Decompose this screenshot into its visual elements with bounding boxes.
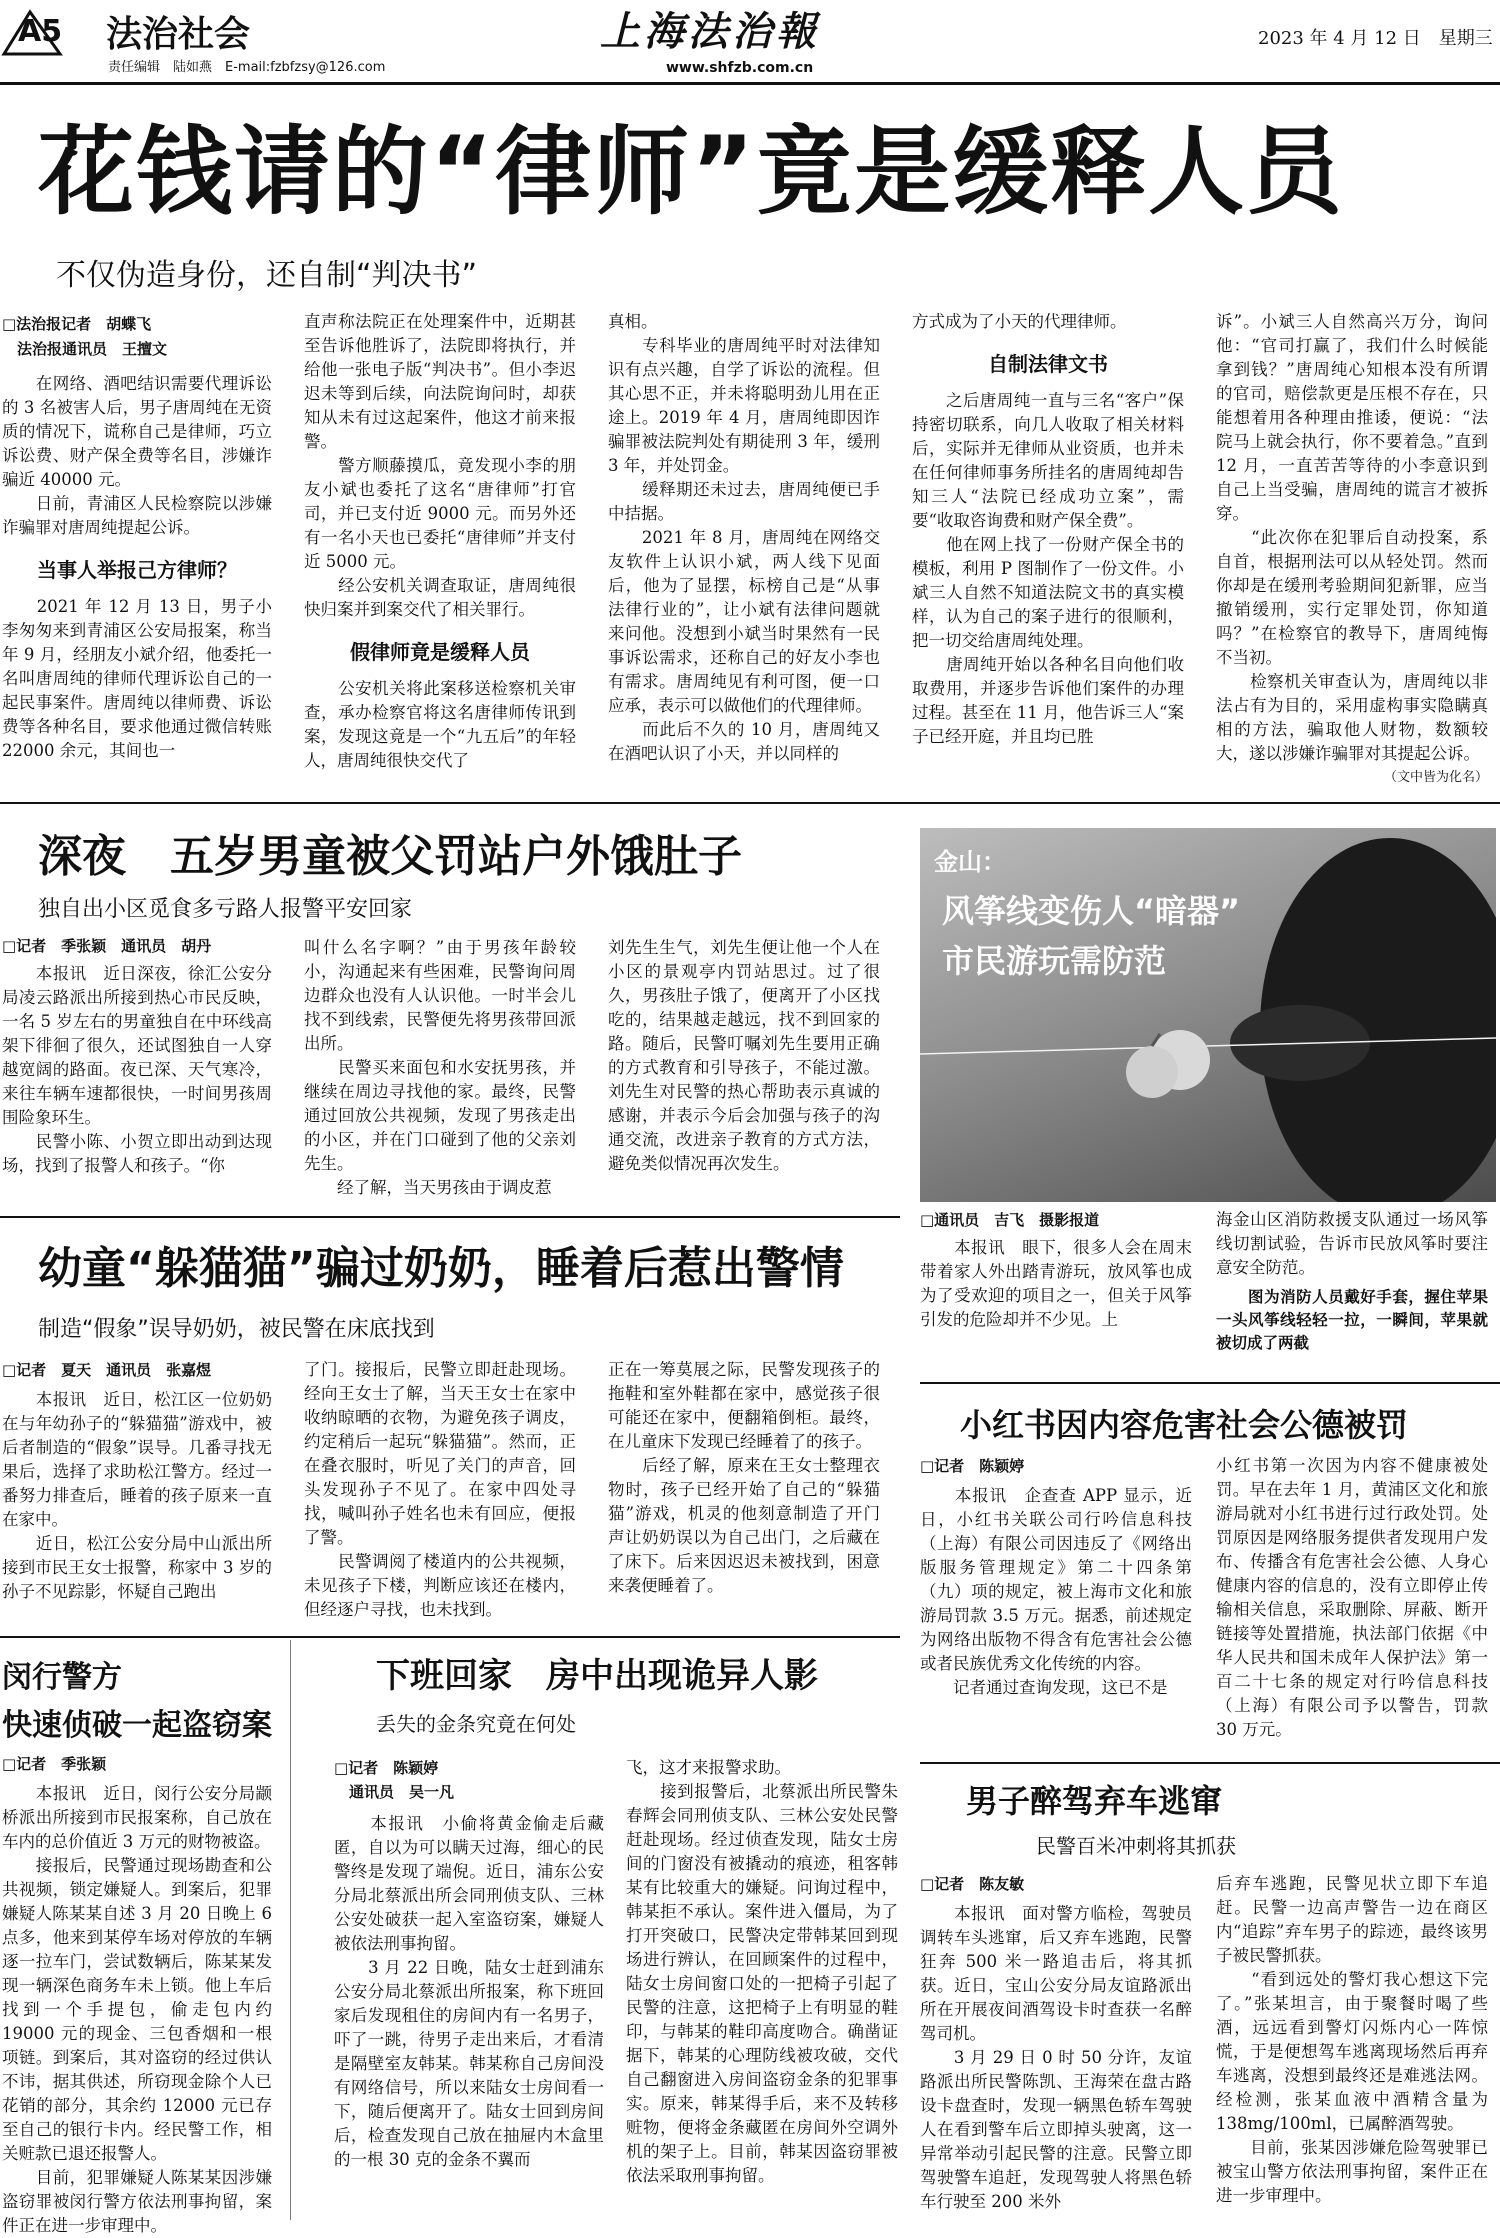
body-text: 2021 年 12 月 13 日，男子小李匆匆来到青浦区公安局报案，称当年 9 月，经朋友小斌介绍，他委托一名叫唐周纯的律师代理诉讼自己的一起民事案件。唐周纯以律师费、诉讼费等各种名目，要求他通过微信转账 22000 余元，其间也一: [2, 597, 278, 760]
section-rule: [0, 1636, 900, 1638]
byline: □记者 夏天 通讯员 张嘉煜: [2, 1361, 212, 1379]
crosshead: 假律师竟是缓释人员: [350, 640, 530, 664]
photo-illustration: [920, 828, 1496, 1202]
subheadline: 丢失的金条究竟在何处: [376, 1712, 576, 1736]
photo-overlay-title: 风筝线变伤人“暗器”: [942, 892, 1241, 930]
body-text: 本报讯 眼下，很多人会在周末带着家人外出踏青游玩，放风筝也成为了受欢迎的项目之一，但关于风筝引发的危险却并不少见。上: [920, 1238, 1192, 1329]
headline: 快速侦破一起盗窃案: [2, 1708, 272, 1743]
byline: □记者 季张颖 通讯员 胡丹: [2, 937, 212, 955]
body-text: 了门。接报后，民警立即赶赴现场。经向王女士了解，当天王女士在家中收纳晾晒的衣物，为避免孩子调皮，约定稍后一起玩“躲猫猫”。然而，正在叠衣服时，听见了关门的声音，回头发现孙子不见了。在家中四处寻找，喊叫孙子姓名也未有回应，便报了警。 民警调阅了楼道内的公共视频，未见孩子下楼，判断应该还在楼内，但经逐户寻找，也未找到。: [304, 1360, 576, 1619]
body-text: 直声称法院正在处理案件中，近期甚至告诉他胜诉了，法院即将执行，并给他一张电子版“判决书”。但小李迟迟未等到后续，向法院询问时，却获知从未有过这起案件，他这才前来报警。 警方顺藤摸瓜，竟发现小李的朋友小斌也委托了这名“唐律师”打官司，并已支付近 9000 元。而另外还有一名小天也已委托“唐律师”并支付近 5000 元。 经公安机关调查取证，唐周纯很快归案并到案交代了相关罪行。: [304, 312, 576, 619]
issue-date: 2023 年 4 月 12 日 星期三: [1258, 28, 1493, 49]
article-column: [1216, 310, 1488, 785]
body-text: 本报讯 企查查 APP 显示，近日，小红书关联公司行吟信息科技（上海）有限公司因违反了《网络出版服务管理规定》第二十四条第（九）项的规定，被上海市文化和旅游局罚款 3.5 万元。据悉，前述规定为网络出版物不得含有危害社会公德或者民族优秀文化传统的内容。 记者通过查询发现，这已不是: [920, 1486, 1192, 1697]
article-column: [304, 310, 576, 773]
article-column: [1216, 1872, 1488, 2208]
news-photo: [920, 828, 1496, 1202]
byline: □记者 季张颖: [2, 1755, 107, 1773]
headline: 深夜 五岁男童被父罚站户外饿肚子: [38, 831, 742, 882]
byline: □通讯员 吉飞 摄影报道: [920, 1211, 1100, 1229]
body-text: 叫什么名字啊？”由于男孩年龄较小，沟通起来有些困难，民警询问周边群众也没有人认识他。一时半会儿找不到线索，民警便先将男孩带回派出所。 民警买来面包和水安抚男孩，并继续在周边寻找他的家。最终，民警通过回放公共视频，发现了男孩走出的小区，并在门口碰到了他的父亲刘先生。 经了解，当天男孩由于调皮惹: [304, 938, 576, 1197]
body-text: 方式成为了小天的代理律师。: [912, 312, 1127, 331]
body-text: 本报讯 面对警方临检，驾驶员调转车头逃窜，后又弃车逃跑，民警狂奔 500 米一路追击后，将其抓获。近日，宝山公安分局友谊路派出所在开展夜间酒驾设卡时查获一名醉驾司机。 3 月 29 日 0 时 50 分许，友谊路派出所民警陈凯、王海荣在盘古路设卡盘查时，发现一辆黑色轿车驾驶人在看到警车后立即掉头驶离，这一异常举动引起民警的注意。民警立即驾驶警车追赶，发现驾驶人将黑色轿车行驶至 200 米外: [920, 1904, 1192, 2211]
byline: □记者 陈颖婷: [920, 1457, 1025, 1475]
body-text: 公安机关将此案移送检察机关审查，承办检察官将这名唐律师传讯到案，发现这竟是一个“九五后”的年轻人，唐周纯很快交代了: [304, 679, 576, 770]
section-rule: [0, 1216, 900, 1218]
article-column: [920, 1236, 1192, 1332]
body-text: 小红书第一次因为内容不健康被处罚。早在去年 1 月，黄浦区文化和旅游局就对小红书进行过行政处罚。处罚原因是网络服务提供者发现用户发布、传播含有危害社会公德、人身心健康内容的信息的，没有立即停止传输相关信息，采取删除、屏蔽、断开链接等处置措施，执法部门依据《中华人民共和国未成年人保护法》第一百二十七条的规定对行吟信息科技（上海）有限公司予以警告，罚款 30 万元。: [1216, 1456, 1494, 1739]
headline: 花钱请的“律师”竟是缓释人员: [38, 116, 1345, 228]
section-rule: [920, 1762, 1500, 1764]
byline: □法治报记者 胡蝶飞 法治报通讯员 王擅文: [2, 315, 168, 358]
article-column: [912, 310, 1184, 749]
subheadline: 民警百米冲刺将其抓获: [1036, 1834, 1236, 1858]
photo-caption: 图为消防人员戴好手套，握住苹果一头风筝线轻轻一拉，一瞬间，苹果就被切成了两截: [1216, 1288, 1488, 1352]
body-text: 在网络、酒吧结识需要代理诉讼的 3 名被害人后，男子唐周纯在无资质的情况下，谎称自己是律师，巧立诉讼费、财产保全费等名目，涉嫌诈骗近 40000 元。 日前，青浦区人民检察院以涉嫌诈骗罪对唐周纯提起公诉。: [2, 374, 272, 537]
body-text: 海金山区消防救援支队通过一场风筝线切割试验，告诉市民放风筝时要注意安全防范。: [1216, 1210, 1488, 1277]
article-column: [334, 1812, 604, 2172]
body-text: 正在一筹莫展之际，民警发现孩子的拖鞋和室外鞋都在家中，感觉孩子很可能还在家中，便翻箱倒柜。最终，在儿童床下发现已经睡着了的孩子。 后经了解，原来在王女士整理衣物时，孩子已经开始了自己的“躲猫猫”游戏，机灵的他刻意制造了开门声让奶奶误以为自己出门，之后藏在了床下。后来因迟迟未被找到，困意来袭便睡着了。: [608, 1360, 880, 1595]
editor-line: 责任编辑 陆如燕 E-mail:fzbfzsy@126.com: [108, 60, 386, 75]
header-rule: [0, 82, 1500, 85]
masthead-logo: 上海法治報: [600, 8, 820, 55]
article-column: [304, 936, 576, 1200]
article-column: [2, 1388, 272, 1604]
article-column: [920, 1484, 1192, 1700]
body-text: 本报讯 近日，松江区一位奶奶在与年幼孙子的“躲猫猫”游戏中，被后者制造的“假象”误导。几番寻找无果后，选择了求助松江警方。经过一番努力排查后，睡着的孩子原来一直在家中。 近日，松江公安分局中山派出所接到市民王女士报警，称家中 3 岁的孙子不见踪影，怀疑自己跑出: [2, 1390, 272, 1601]
website-url: www.shfzb.com.cn: [666, 60, 814, 76]
crosshead: 自制法律文书: [988, 352, 1108, 376]
section-rule: [0, 802, 1500, 804]
article-column: [626, 1756, 898, 2188]
subheadline: 独自出小区觅食多亏路人报警平安回家: [38, 897, 413, 922]
photo-overlay-title: 市民游玩需防范: [942, 942, 1167, 980]
headline: 男子醉驾弃车逃窜: [966, 1782, 1223, 1820]
article-column: [2, 372, 278, 763]
article-column: [1216, 1208, 1488, 1355]
body-text: 之后唐周纯一直与三名“客户”保持密切联系，向几人收取了相关材料后，实际并无律师从业资质，也并未在任何律师事务所挂名的唐周纯却告知三人“法院已经成功立案”，需要“收取咨询费和财产保全费”。 他在网上找了一份财产保全书的模板，利用 P 图制作了一份文件。小斌三人自然不知道法院文书的真实模样，认为自己的案子进行的很顺利，把一切交给唐周纯处理。 唐周纯开始以各种名目向他们收取费用，并逐步告诉他们案件的办理过程。甚至在 11 月，他告诉三人“案子已经开庭，并且均已胜: [912, 391, 1184, 746]
section-rule: [920, 1382, 1500, 1384]
page-number: A5: [18, 14, 63, 49]
article-column: [608, 936, 880, 1176]
headline: 幼童“躲猫猫”骗过奶奶，睡着后惹出警情: [38, 1243, 844, 1294]
page-number-badge: [0, 8, 66, 56]
signoff: （文中皆为化名）: [1383, 770, 1488, 785]
crosshead: 当事人举报己方律师？: [37, 558, 237, 582]
article-column: [608, 1358, 880, 1598]
article-column: [2, 962, 272, 1178]
article-column: [920, 1902, 1192, 2214]
body-text: 本报讯 近日，闵行公安分局颛桥派出所接到市民报案称，自己放在车内的总价值近 3 万元的财物被盗。 接报后，民警通过现场勘查和公共视频，锁定嫌疑人。到案后，犯罪嫌疑人陈某某自述 3 月 20 日晚上 6 点多，他来到某停车场对停放的车辆逐一拉车门，尝试数辆后，陈某某发现一辆深色商务车未上锁。他上车后找到一个手提包，偷走包内约 19000 元的现金、三包香烟和一根项链。到案后，其对盗窃的经过供认不讳，据其供述，所窃现金除个人已花销的部分，其余约 12000 元已存至自己的银行卡内。经民警工作，相关赃款已退还报警人。 目前，犯罪嫌疑人陈某某因涉嫌盗窃罪被闵行警方依法刑事拘留，案件正在进一步审理中。: [2, 1784, 272, 2235]
article-column: [2, 1782, 272, 2238]
byline: □记者 陈友敏: [920, 1875, 1025, 1893]
body-text: 本报讯 近日深夜，徐汇公安分局凌云路派出所接到热心市民反映，一名 5 岁左右的男童独自在中环线高架下徘徊了很久，还试图独自一人穿越宽阔的路面。夜已深、天气寒冷，来往车辆车速都很快，一时间男孩周围险象环生。 民警小陈、小贺立即出动到达现场，找到了报警人和孩子。“你: [2, 964, 272, 1175]
body-text: 后弃车逃跑，民警见状立即下车追赶。民警一边高声警告一边在商区内“追踪”弃车男子的踪迹，最终该男子被民警抓获。 “看到远处的警灯我心想这下完了。”张某坦言，由于聚餐时喝了些酒，远远看到警灯闪烁内心一阵惊慌，于是便想驾车逃离现场然后再弃车逃离，没想到最终还是难逃法网。经检测，张某血液中酒精含量为 138mg/100ml，已属醉酒驾驶。 目前，张某因涉嫌危险驾驶罪已被宝山警方依法刑事拘留，案件正在进一步审理中。: [1216, 1874, 1488, 2205]
article-column: [1216, 1454, 1494, 1742]
body-text: 刘先生生气，刘先生便让他一个人在小区的景观亭内罚站思过。过了很久，男孩肚子饿了，便离开了小区找吃的，结果越走越远，找不到回家的路。随后，民警叮嘱刘先生要用正确的方式教育和引导孩子，不能过激。刘先生对民警的热心帮助表示真诚的感谢，并表示今后会加强与孩子的沟通交流，改进亲子教育的方式方法，避免类似情况再次发生。: [608, 938, 880, 1173]
column-divider: [290, 1640, 291, 2220]
headline: 小红书因内容危害社会公德被罚: [960, 1406, 1409, 1444]
body-text: 诉”。小斌三人自然高兴万分，询问他：“官司打赢了，我们什么时候能拿到钱？”唐周纯心知根本没有所谓的官司，赔偿款更是压根不存在，只能想着用各种理由推诿，便说：“法院马上就会执行，你不要着急。”直到 12 月，一直苦苦等待的小李意识到自己上当受骗，唐周纯的谎言才被拆穿。 “此次你在犯罪后自动投案，系自首，根据刑法可以从轻处罚。然而你却是在缓刑考验期间犯新罪，应当撤销缓刑，实行定罪处罚，你知道吗？”在检察官的教导下，唐周纯悔不当初。 检察机关审查认为，唐周纯以非法占有为目的，采用虚构事实隐瞒真相的方法，骗取他人财物，数额较大，遂以涉嫌诈骗罪对其提起公诉。: [1216, 312, 1488, 763]
photo-overlay-kicker: 金山：: [934, 848, 1006, 876]
body-text: 真相。 专科毕业的唐周纯平时对法律知识有点兴趣，自学了诉讼的流程。但其心思不正，并未将聪明劲儿用在正途上。2019 年 4 月，唐周纯即因诈骗罪被法院判处有期徒刑 3 年，缓刑 3 年，并处罚金。 缓释期还未过去，唐周纯便已手中拮据。 2021 年 8 月，唐周纯在网络交友软件上认识小斌，两人线下见面后，他为了显摆，标榜自己是“从事法律行业的”，让小斌有法律问题就来问他。没想到小斌当时果然有一民事诉讼需求，还称自己的好友小李也有需求。唐周纯见有利可图，便一口应承，表示可以做他们的代理律师。 而此后不久的 10 月，唐周纯又在酒吧认识了小天，并以同样的: [608, 312, 880, 763]
headline: 下班回家 房中出现诡异人影: [376, 1656, 818, 1696]
byline: □记者 陈颖婷 通讯员 吴一凡: [334, 1759, 455, 1801]
body-text: 本报讯 小偷将黄金偷走后藏匿，自以为可以瞒天过海，细心的民警终是发现了端倪。近日，浦东公安分局北蔡派出所会同刑侦支队、三林公安处破获一起入室盗窃案，嫌疑人被依法刑事拘留。 3 月 22 日晚，陆女士赶到浦东公安分局北蔡派出所报案，称下班回家后发现租住的房间内有一名男子，吓了一跳，待男子走出来后，才看清是隔壁室友韩某。韩某称自己房间没有网络信号，所以来陆女士房间看一下，随后便离开了。陆女士回到房间后，检查发现自己放在抽屉内木盒里的一根 30 克的金条不翼而: [334, 1814, 604, 2169]
section-title: 法治社会: [106, 14, 251, 55]
headline: 闵行警方: [2, 1660, 122, 1695]
body-text: 飞，这才来报警求助。 接到报警后，北蔡派出所民警朱春辉会同刑侦支队、三林公安处民警赶赴现场。经过侦查发现，陆女士房间的门窗没有被撬动的痕迹，租客韩某有比较重大的嫌疑。问询过程中，韩某拒不承认。案件进入僵局，为了打开突破口，民警决定带韩某回到现场进行辨认，在回顾案件的过程中，陆女士房间窗口处的一把椅子引起了民警的注意，这把椅子上有明显的鞋印，与韩某的鞋印高度吻合。确凿证据下，韩某的心理防线被攻破，交代自己翻窗进入房间盗窃金条的犯罪事实。原来，韩某得手后，来不及转移赃物，便将金条藏匿在房间外空调外机的架子上。目前，韩某因盗窃罪被依法采取刑事拘留。: [626, 1758, 898, 2185]
subheadline: 制造“假象”误导奶奶，被民警在床底找到: [38, 1317, 435, 1342]
article-column: [608, 310, 880, 766]
article-column: [304, 1358, 576, 1622]
subheadline: 不仅伪造身份，还自制“判决书”: [56, 258, 478, 293]
